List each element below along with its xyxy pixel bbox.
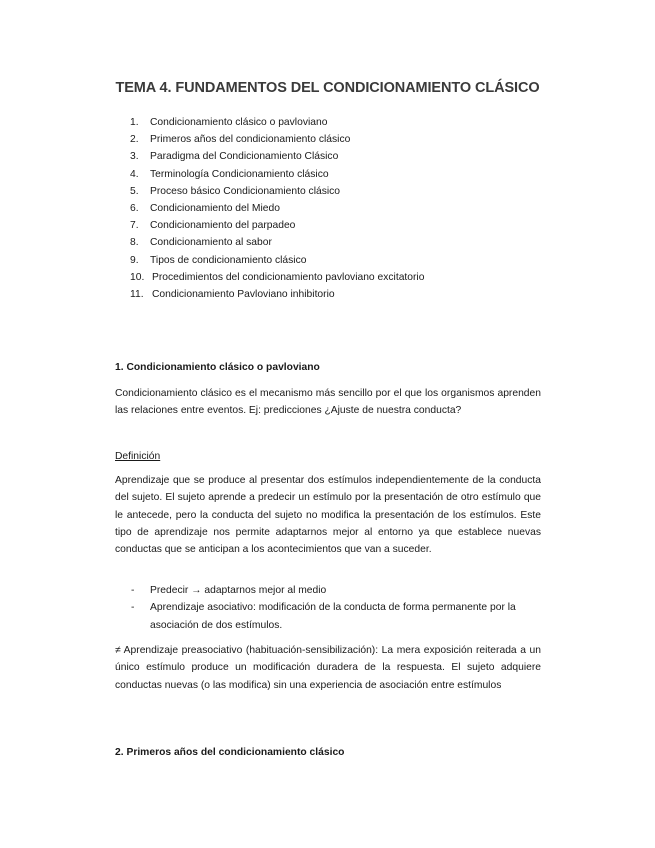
toc-item: 2. Primeros años del condicionamiento clásico [130,134,351,146]
toc-item: 5. Proceso básico Condicionamiento clásico [130,185,341,197]
toc-item: 4. Terminología Condicionamiento clásico [130,168,329,180]
section-1-intro: Condicionamiento clásico es el mecanismo más sencillo por el que los organismos aprenden las relaciones entre eventos. Ej: predicciones ¿Ajuste de nuestra conducta? [115,388,541,417]
toc-item: 9. Tipos de condicionamiento clásico [130,254,307,266]
bullet-list [115,582,541,634]
definition-paragraph: Aprendizaje que se produce al presentar dos estímulos independientemente de la conducta del sujeto. El sujeto aprende a predecir un estímulo por la presentación de otro estímulo que le antecede, pero la conducta del sujeto no modifica la presentación de los estímulos. Este tipo de aprendizaje nos permite adaptarnos mejor al entorno ya que establece nuevas conductas que se anticipan a los acontecimientos que van a suceder. [115,475,541,556]
toc-item: 3. Paradigma del Condicionamiento Clásico [130,151,339,163]
toc-item: 1. Condicionamiento clásico o pavloviano [130,117,328,128]
section-1-heading: 1. Condicionamiento clásico o pavloviano [115,362,320,373]
section-2-heading: 2. Primeros años del condicionamiento clásico [115,747,345,758]
definition-label: Definición [115,451,161,462]
document-title: TEMA 4. FUNDAMENTOS DEL CONDICIONAMIENTO CLÁSICO [115,80,540,96]
table-of-contents [130,114,424,303]
contrast-paragraph: ≠ Aprendizaje preasociativo (habituación-sensibilización): La mera exposición reiterada a un único estímulo produce un modificación duradera de la respuesta. El sujeto adquiere conductas nuevas (o las modifica) sin una experiencia de asociación entre estímulos [115,645,541,691]
toc-item: 11. Condicionamiento Pavloviano inhibitorio [130,288,335,300]
list-item: - Aprendizaje asociativo: modificación de la conducta de forma permanente por la asociación de dos estímulos. [131,602,516,631]
toc-item: 6. Condicionamiento del Miedo [130,202,280,214]
list-item: - Predecir → adaptarnos mejor al medio [131,585,327,596]
toc-item: 8. Condicionamiento al sabor [130,237,272,249]
toc-item: 7. Condicionamiento del parpadeo [130,220,296,232]
toc-item: 10. Procedimientos del condicionamiento pavloviano excitatorio [130,271,425,283]
